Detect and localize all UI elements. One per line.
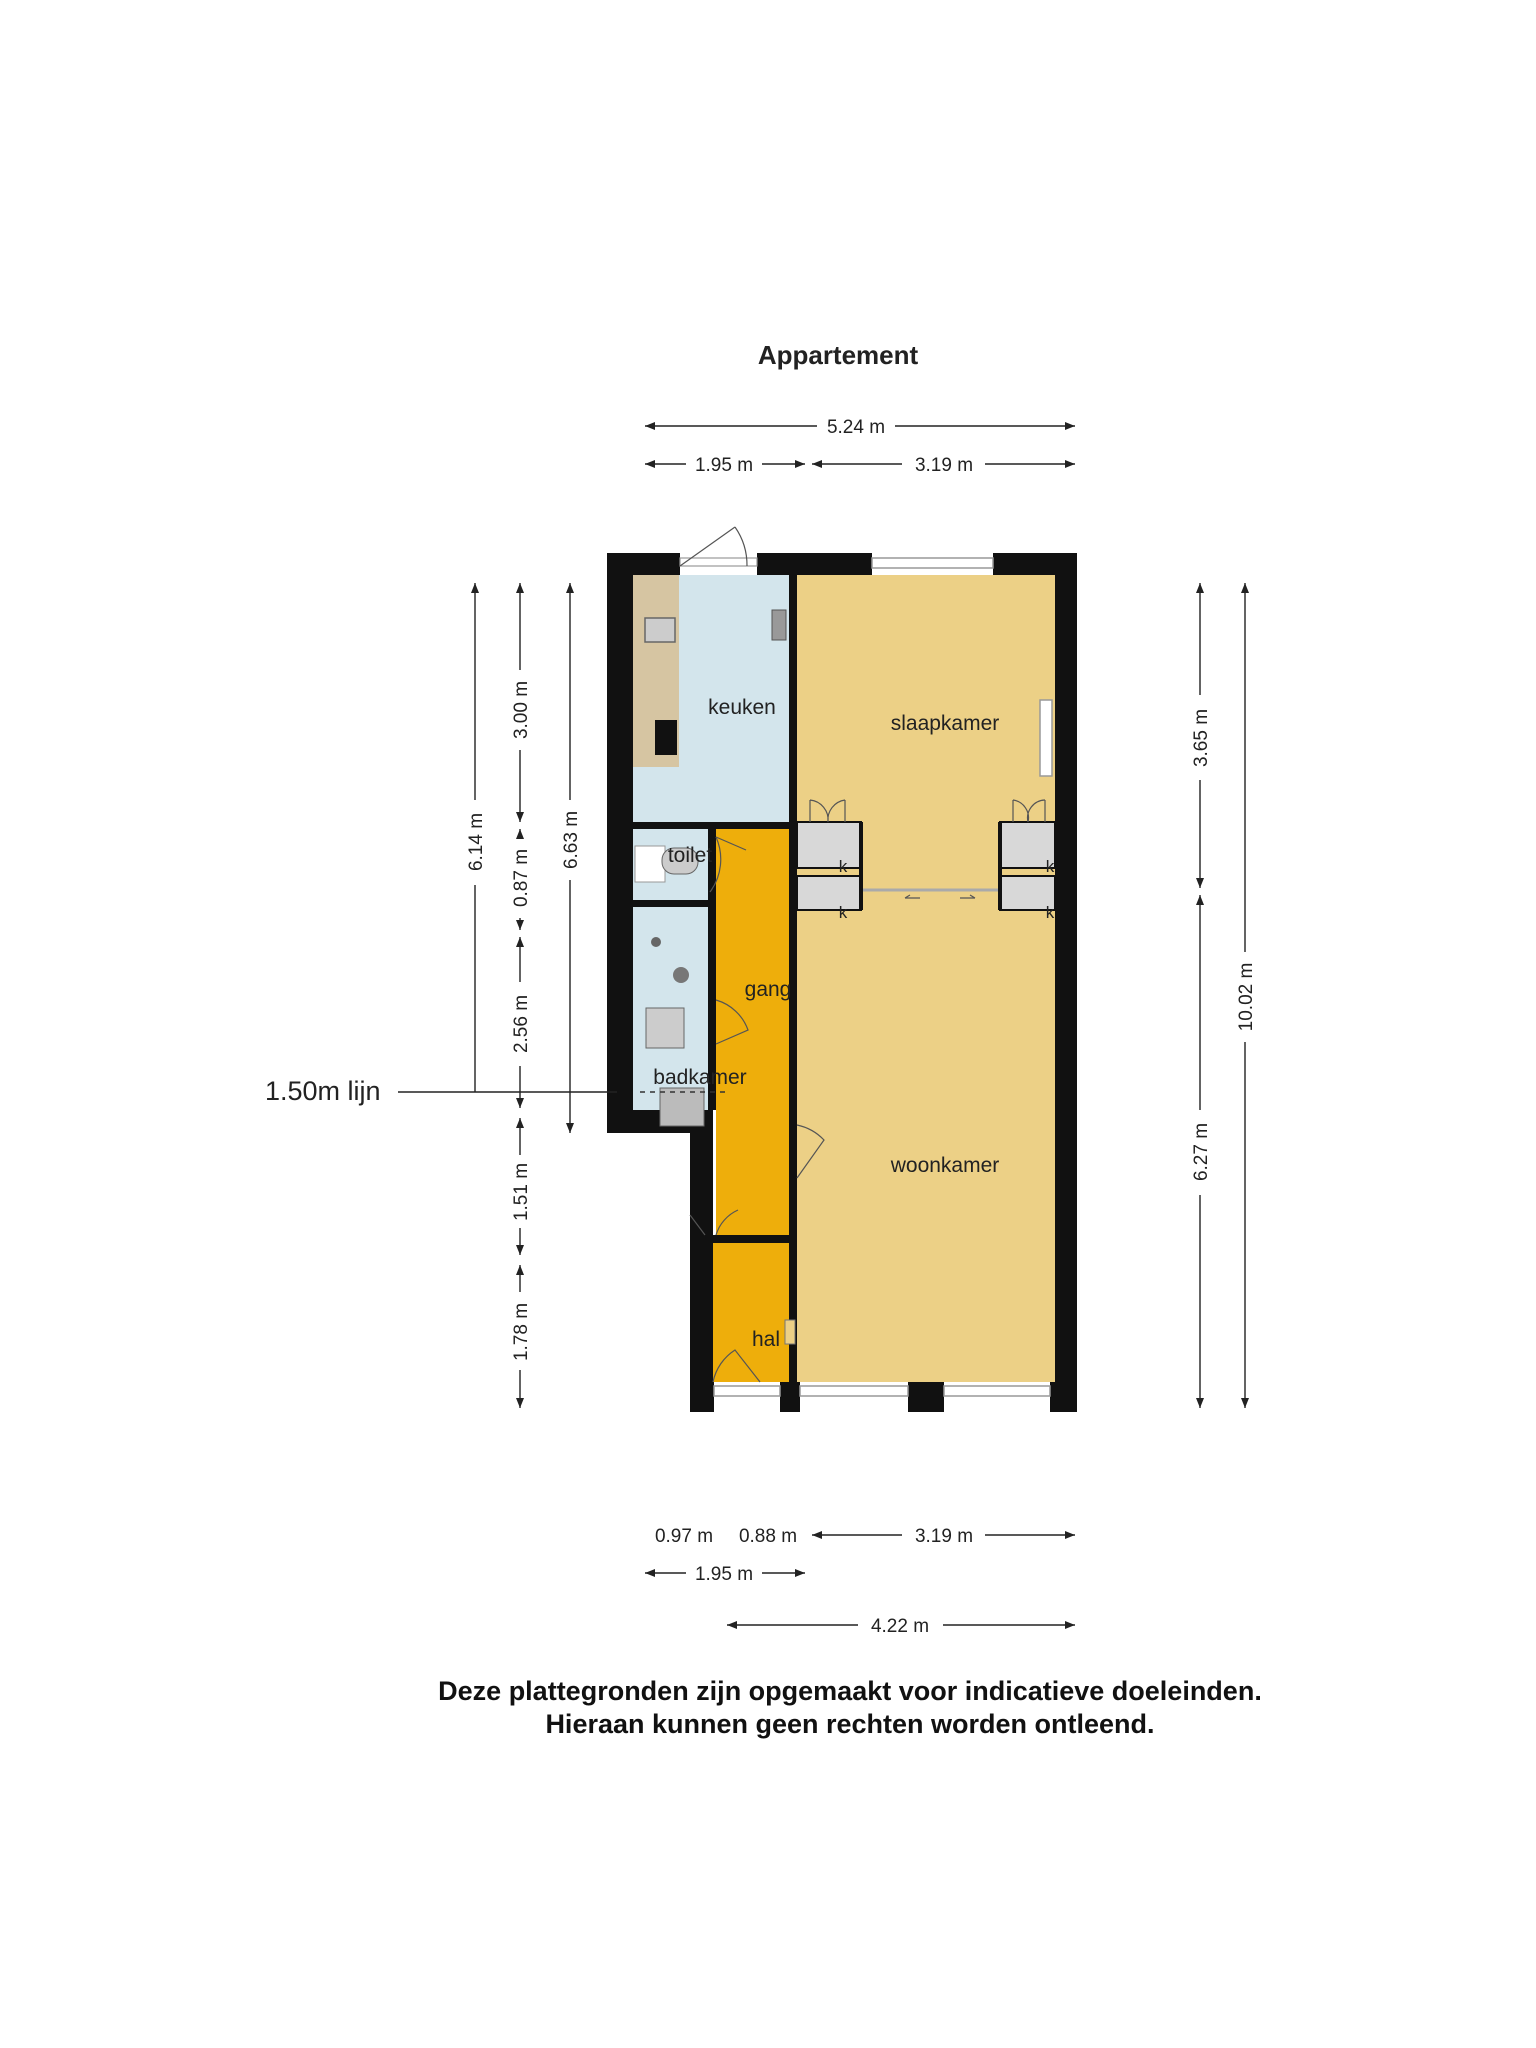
label-keuken: keuken xyxy=(708,696,776,719)
dimension-bottom-c xyxy=(812,1526,1075,1547)
window-side xyxy=(1040,700,1052,776)
stove-icon xyxy=(655,720,677,755)
room-hal xyxy=(713,1243,789,1382)
svg-text:1.95 m: 1.95 m xyxy=(694,1564,754,1585)
label-kast-4: k xyxy=(1045,903,1055,922)
label-woonkamer: woonkamer xyxy=(890,1154,1000,1177)
dimension-left-hal xyxy=(511,1265,532,1408)
dimension-bottom-e xyxy=(727,1616,1075,1637)
height-line-label: 1.50m lijn xyxy=(265,1076,381,1106)
svg-text:3.19 m: 3.19 m xyxy=(914,1526,974,1547)
window-slaapkamer xyxy=(872,558,993,568)
meter-cabinet-icon xyxy=(785,1320,795,1344)
shower-head-icon xyxy=(651,937,661,947)
svg-text:5.24 m: 5.24 m xyxy=(826,417,886,438)
dimension-right-total xyxy=(1236,583,1257,1408)
window-woonkamer-1 xyxy=(800,1386,908,1396)
dimension-left-badkamer xyxy=(511,937,532,1108)
svg-text:4.22 m: 4.22 m xyxy=(870,1616,930,1637)
dimension-left-keuken xyxy=(511,583,532,822)
svg-text:3.19 m: 3.19 m xyxy=(914,455,974,476)
svg-text:1.95 m: 1.95 m xyxy=(694,455,754,476)
dimension-left-gang xyxy=(511,1118,532,1255)
dimension-right-woonkamer xyxy=(1191,895,1212,1408)
dimension-bottom-b: 0.88 m xyxy=(738,1526,798,1547)
svg-text:3.65 m: 3.65 m xyxy=(1191,708,1212,768)
cabinet-1 xyxy=(797,822,861,868)
svg-text:10.02 m: 10.02 m xyxy=(1236,962,1257,1032)
dimension-bottom-a: 0.97 m xyxy=(654,1526,714,1547)
label-kast-3: k xyxy=(1045,857,1055,876)
toilet-tank-icon xyxy=(635,846,665,882)
shower-drain-icon xyxy=(673,967,689,983)
window-hal xyxy=(714,1386,780,1396)
dimension-left-outer xyxy=(466,583,487,1092)
svg-text:6.63 m: 6.63 m xyxy=(561,810,582,870)
dimension-right-slaapkamer xyxy=(1191,583,1212,888)
washbasin-icon xyxy=(646,1008,684,1048)
dimension-left-toilet xyxy=(511,829,532,930)
svg-text:0.87 m: 0.87 m xyxy=(511,848,532,908)
fridge-icon xyxy=(772,610,786,640)
dimension-bottom-d xyxy=(645,1564,805,1585)
svg-text:2.56 m: 2.56 m xyxy=(511,994,532,1054)
label-kast-1: k xyxy=(838,857,848,876)
washer-icon xyxy=(660,1088,704,1126)
plan-title: Appartement xyxy=(757,340,919,370)
dimension-left-inner xyxy=(561,583,582,1133)
room-woonkamer xyxy=(797,910,1055,1382)
svg-text:6.14 m: 6.14 m xyxy=(466,812,487,872)
dimension-top-right xyxy=(812,455,1075,476)
label-kast-2: k xyxy=(838,903,848,922)
room-gang xyxy=(716,829,789,1235)
svg-text:3.00 m: 3.00 m xyxy=(511,680,532,740)
dimension-top-left xyxy=(645,455,805,476)
label-slaapkamer: slaapkamer xyxy=(890,712,1000,735)
svg-text:1.51 m: 1.51 m xyxy=(511,1162,532,1222)
sink-icon xyxy=(645,618,675,642)
label-toilet: toilet xyxy=(667,844,713,867)
disclaimer-line-1: Deze plattegronden zijn opgemaakt voor indicatieve doeleinden. xyxy=(438,1676,1262,1706)
label-badkamer: badkamer xyxy=(653,1066,747,1089)
label-gang: gang xyxy=(744,978,792,1001)
cabinet-2 xyxy=(797,876,861,910)
dimension-top-total xyxy=(645,417,1075,438)
svg-text:1.78 m: 1.78 m xyxy=(511,1302,532,1362)
window-woonkamer-2 xyxy=(944,1386,1050,1396)
disclaimer-line-2: Hieraan kunnen geen rechten worden ontleend. xyxy=(545,1709,1155,1739)
svg-text:6.27 m: 6.27 m xyxy=(1191,1122,1212,1182)
label-hal: hal xyxy=(751,1328,781,1351)
